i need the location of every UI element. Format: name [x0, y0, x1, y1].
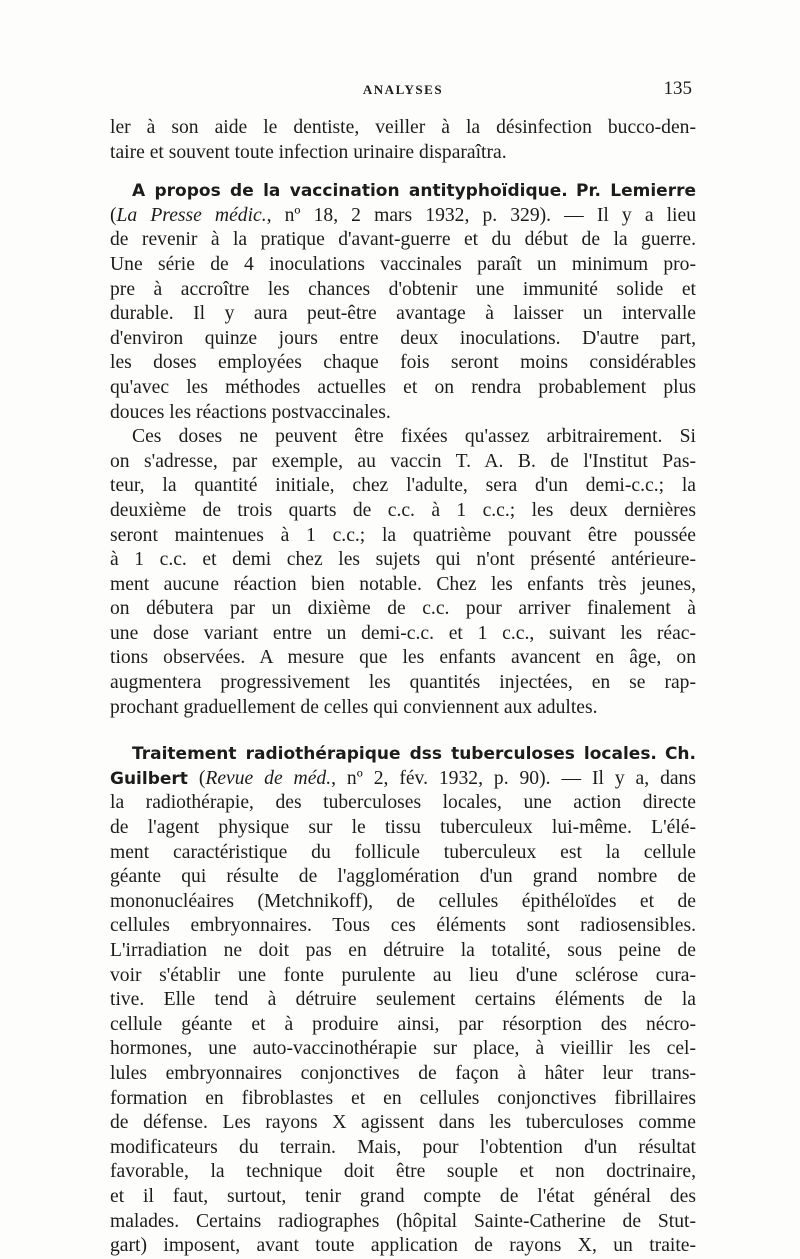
text-line: hormones, une auto-vaccinothérapie sur place, à vieillir les cel-	[110, 1038, 696, 1060]
article-title: Traitement radiothérapique dss tuberculoses locales.	[132, 744, 657, 765]
text-line: de défense. Les rayons X agissent dans les tuberculoses comme	[110, 1112, 696, 1134]
text-line: modificateurs du terrain. Mais, pour l'obtention d'un résultat	[110, 1136, 696, 1158]
text-line: ler à son aide le dentiste, veiller à la désinfection bucco-den-	[110, 117, 696, 138]
text-line: seront maintenues à 1 c.c.; la quatrième pouvant être poussée	[110, 524, 696, 546]
text-line: gart) imposent, avant toute application de rayons X, un traite-	[110, 1235, 696, 1257]
article-vaccination	[110, 179, 696, 720]
page-header	[110, 78, 696, 102]
text-line: une dose variant entre un demi-c.c. et 1 c.c., suivant les réac-	[110, 622, 696, 644]
text-line: durable. Il y aura peut-être avantage à laisser un intervalle	[110, 303, 696, 325]
text-line: lules embryonnaires conjonctives de façon à hâter leur trans-	[110, 1062, 696, 1084]
text-line: malades. Certains radiographes (hôpital Sainte-Catherine de Stut-	[110, 1210, 696, 1232]
text-line: et il faut, surtout, tenir grand compte de l'état général des	[110, 1185, 696, 1207]
text-line: qu'avec les méthodes actuelles et on rendra probablement plus	[110, 376, 696, 398]
text-line: d'environ quinze jours entre deux inoculations. D'autre part,	[110, 327, 696, 349]
body-text	[110, 116, 696, 1259]
text-line: de revenir à la pratique d'avant-guerre et du début de la guerre.	[110, 229, 696, 251]
text-line: pre à accroître les chances d'obtenir une immunité solide et	[110, 278, 696, 300]
article-heading-line	[110, 179, 696, 204]
text-line: favorable, la technique doit être souple et non doctrinaire,	[110, 1161, 696, 1183]
citation-line: (La Presse médic., nº 18, 2 mars 1932, p. 329). — Il y a lieu	[110, 204, 696, 226]
text-line: Une série de 4 inoculations vaccinales paraît un minimum pro-	[110, 253, 696, 275]
running-head: ANALYSES	[362, 82, 444, 97]
text-line: L'irradiation ne doit pas en détruire la totalité, sous peine de	[110, 940, 696, 961]
journal-name: Revue de méd.	[205, 767, 332, 789]
text-line: à 1 c.c. et demi chez les sujets qui n'ont présenté antérieure-	[110, 549, 696, 571]
author-initial: Ch.	[664, 744, 696, 765]
text-line: cellule géante et à produire ainsi, par résorption des nécro-	[110, 1013, 696, 1035]
text-line: formation en fibroblastes et en cellules conjonctives fibrillaires	[110, 1087, 696, 1109]
text-line: deuxième de trois quarts de c.c. à 1 c.c.; les deux dernières	[110, 499, 696, 521]
text-line: on débutera par un dixième de c.c. pour arriver finalement à	[110, 598, 696, 620]
text-line: taire et souvent toute infection urinaire disparaîtra.	[110, 141, 507, 163]
text-line: cellules embryonnaires. Tous ces éléments sont radiosensibles.	[110, 915, 696, 937]
article-heading-line	[110, 742, 696, 767]
text-line: augmentera progressivement les quantités injectées, en se rap-	[110, 672, 696, 694]
text-line: douces les réactions postvaccinales.	[110, 401, 391, 423]
text-line: tions observées. A mesure que les enfants avancent en âge, on	[110, 647, 696, 669]
page-number: 135	[663, 78, 692, 99]
text-line: tive. Elle tend à détruire seulement certains éléments de la	[110, 989, 696, 1011]
text-line: la radiothérapie, des tuberculoses locales, une action directe	[110, 792, 696, 814]
text-line: Ces doses ne peuvent être fixées qu'assez arbitrairement. Si	[132, 426, 696, 448]
article-author: Pr. Lemierre	[576, 181, 696, 202]
text-line: les doses employées chaque fois seront moins considérables	[110, 352, 696, 374]
text-line: on s'adresse, par exemple, au vaccin T. A. B. de l'Institut Pas-	[110, 450, 696, 472]
citation-line: Guilbert (Revue de méd., nº 2, fév. 1932, p. 90). — Il y a, dans	[110, 767, 696, 789]
text-line: géante qui résulte de l'agglomération d'un grand nombre de	[110, 866, 696, 888]
article-radiotherapy	[110, 742, 696, 1258]
text-line: de l'agent physique sur le tissu tuberculeux lui-même. L'élé-	[110, 817, 696, 839]
intro-paragraph	[110, 116, 696, 165]
article-title: A propos de la vaccination antityphoïdique.	[132, 181, 568, 202]
text-line: prochant graduellement de celles qui conviennent aux adultes.	[110, 696, 598, 718]
text-line: ment caractéristique du follicule tuberculeux est la cellule	[110, 841, 696, 863]
text-line: ment aucune réaction bien notable. Chez les enfants très jeunes,	[110, 573, 696, 595]
text-line: voir s'établir une fonte purulente au lieu d'une sclérose cura-	[110, 964, 696, 986]
text-line: mononucléaires (Metchnikoff), de cellules épithéloïdes et de	[110, 890, 696, 912]
text-line: teur, la quantité initiale, chez l'adulte, sera d'un demi-c.c.; la	[110, 475, 696, 497]
article-author: Guilbert	[110, 768, 188, 789]
journal-name: La Presse médic.	[116, 204, 267, 226]
